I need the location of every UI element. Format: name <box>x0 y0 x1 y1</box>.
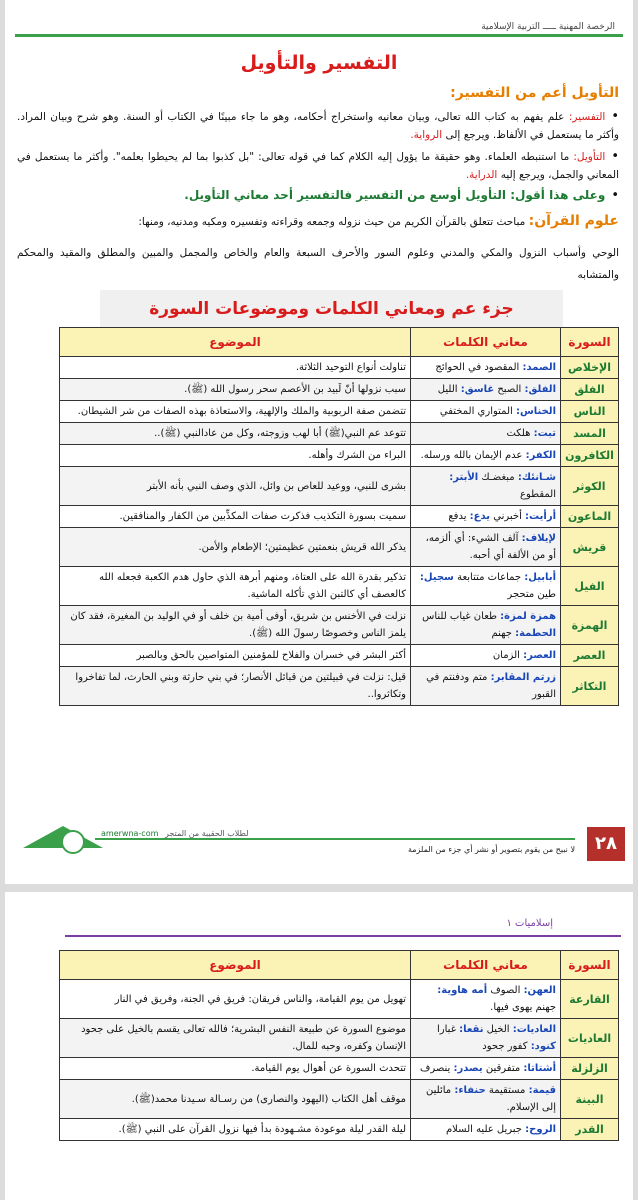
surah-topic: تتحدث السورة عن أهوال يوم القيامة. <box>60 1058 411 1080</box>
keyword: الصمد: <box>522 362 556 373</box>
footer-site: amerwna-com لطلاب الحقيبة من المتجر <box>101 829 249 838</box>
keyword: لإيلاف: <box>521 533 556 544</box>
keyword-meaning: جماعات متتابعة <box>457 572 522 583</box>
surah-name: الفيل <box>561 567 619 606</box>
keyword-meaning: جهنم <box>491 628 512 639</box>
keyword-meaning: الصوف <box>490 985 521 996</box>
surah-name: المسد <box>561 423 619 445</box>
table-row <box>60 357 619 379</box>
surah-name: القدر <box>561 1119 619 1141</box>
col-meanings: معاني الكلمات <box>411 328 561 357</box>
keyword: الكفر: <box>525 450 556 461</box>
keyword-meaning: جهنم يهوى فيها. <box>490 1002 556 1013</box>
keyword: أرأيت: <box>525 511 556 522</box>
keyword: الحطمة: <box>515 628 556 639</box>
surah-topic: نزلت في الأخنس بن شريق، أوفى أمية بن خلف أو في الوليد بن المغيرة، فقد كان يلمز الناس وخصوصًا رسولَ الله (ﷺ). <box>60 606 411 645</box>
table-header <box>60 328 619 357</box>
logo-icon <box>61 830 85 854</box>
surah-table-continued <box>59 950 619 1141</box>
word-meanings <box>411 1019 561 1058</box>
col-surah: السورة <box>561 328 619 357</box>
keyword: قيمة: <box>528 1085 556 1096</box>
surah-name: قريش <box>561 528 619 567</box>
keyword-meaning: الليل <box>437 384 458 395</box>
footer-note: لا نبيح من يقوم بتصوير أو نشر أي جزء من الملزمة <box>407 845 575 854</box>
col-topic: الموضوع <box>60 951 411 980</box>
keyword: العاديات: <box>512 1024 556 1035</box>
surah-name: العاديات <box>561 1019 619 1058</box>
surah-topic: تذكير بقدرة الله على العتاة، ومنهم أبرهة الذي حاول هدم الكعبة فجعله الله كالعصف أي كالتبن الذي تأكله الماشية. <box>60 567 411 606</box>
keyword: أمه هاوية: <box>437 985 488 996</box>
word-meanings <box>411 980 561 1019</box>
word-meanings <box>411 1058 561 1080</box>
surah-name: الهمزة <box>561 606 619 645</box>
subtitle: التأويل أعم من التفسير: <box>450 85 619 101</box>
keyword-meaning: مائلين إلى الإسلام. <box>426 1085 556 1113</box>
col-surah: السورة <box>561 951 619 980</box>
keyword: العهن: <box>523 985 556 996</box>
surah-name: الناس <box>561 401 619 423</box>
table-row <box>60 1119 619 1141</box>
table-row <box>60 606 619 645</box>
surah-topic: سميت بسورة التكذيب فذكرت صفات المكذِّبين من الكفار والمنافقين. <box>60 506 411 528</box>
keyword: الخناس: <box>515 406 556 417</box>
keyword-meaning: الخيل <box>486 1024 510 1035</box>
keyword-meaning: الصبح <box>497 384 522 395</box>
keyword-meaning: المقصود في الحوائج <box>435 362 520 373</box>
surah-name: الماعون <box>561 506 619 528</box>
surah-name: الزلزلة <box>561 1058 619 1080</box>
table-row <box>60 528 619 567</box>
page-number: ٢٨ <box>587 827 625 861</box>
surah-topic: موضوع السورة عن طبيعة النفس البشرية؛ فالله تعالى يقسم بالخيل على جحود الإنسان وكفره، وحبه للمال. <box>60 1019 411 1058</box>
keyword: العصر: <box>523 650 556 661</box>
surah-topic: تتوعد عم النبي(ﷺ) أبا لهب وزوجته، وكل من عادالنبي (ﷺ).. <box>60 423 411 445</box>
surah-name: الإخلاص <box>561 357 619 379</box>
table-row <box>60 401 619 423</box>
surah-topic: تتضمن صفة الربوبية والملك والإلهية، والاستعاذة بهذه الصفات من شر الشيطان. <box>60 401 411 423</box>
surah-topic: تناولت أنواع التوحيد الثلاثة. <box>60 357 411 379</box>
word-meanings <box>411 445 561 467</box>
word-meanings <box>411 467 561 506</box>
keyword: شـانئك: <box>517 472 556 483</box>
page-title: التفسير والتأويل <box>240 52 398 74</box>
keyword: همزة لمزة: <box>500 611 556 622</box>
word-meanings <box>411 401 561 423</box>
word-meanings <box>411 1119 561 1141</box>
keyword-meaning: مستقيمة <box>488 1085 526 1096</box>
keyword: كنود: <box>530 1041 556 1052</box>
page-28 <box>5 0 633 884</box>
ulum-quran: علوم القرآن: مباحث تتعلق بالقرآن الكريم من حيث نزوله وجمعه وقراءته وتفسيره ومكيه ومدنيه، ومنها: <box>138 213 619 229</box>
surah-table <box>59 327 619 706</box>
tawil-paragraph: • التأويل: ما استنبطه العلماء. وهو حقيقة ما يؤول إليه الكلام كما في قوله تعالى: "بل كذبوا بما لم يحيطوا بعلمه". وأكثر ما يستعمل في المعاني والجمل، ويرجع إليه الدراية. <box>17 148 619 184</box>
word-meanings <box>411 667 561 706</box>
keyword-meaning: المقطوع <box>519 489 556 500</box>
table-row <box>60 667 619 706</box>
section-title: جزء عم ومعاني الكلمات وموضوعات السورة <box>100 290 563 328</box>
keyword: يدع: <box>469 511 491 522</box>
word-meanings <box>411 1080 561 1119</box>
table-row <box>60 1019 619 1058</box>
table-row <box>60 506 619 528</box>
keyword-meaning: مبغضـك <box>481 472 515 483</box>
surah-topic: البراء من الشرك وأهله. <box>60 445 411 467</box>
keyword-meaning: يدفع <box>448 511 467 522</box>
keyword-meaning: المتواري المختفي <box>439 406 513 417</box>
ulum-list: الوحي وأسباب النزول والمكي والمدني وعلوم السور والأحرف السبعة والعام والخاص والمجمل والمبين والمطلق والمقيد والمحكم والمتشابه <box>17 247 619 281</box>
table-row <box>60 567 619 606</box>
word-meanings <box>411 645 561 667</box>
surah-topic: قيل: نزلت في قبيلتين من قبائل الأنصار؛ في بني حارثة وبني الحارث، لما تفاخروا وتكاثروا.. <box>60 667 411 706</box>
surah-topic: تهويل من يوم القيامة، والناس فريقان: فريق في الجنة، وفريق في النار <box>60 980 411 1019</box>
table-row <box>60 1058 619 1080</box>
col-meanings: معاني الكلمات <box>411 951 561 980</box>
word-meanings <box>411 606 561 645</box>
surah-name: القارعة <box>561 980 619 1019</box>
surah-topic: أكثر البشر في خسران والفلاح للمؤمنين المتواصين بالحق وبالصبر <box>60 645 411 667</box>
word-meanings <box>411 567 561 606</box>
keyword: زرتم المقابر: <box>490 672 556 683</box>
surah-topic: بشرى للنبي، ووعيد للعاص بن وائل، الذي وصف النبي بأنه الأبتر <box>60 467 411 506</box>
keyword-meaning: كفور جحود <box>482 1041 528 1052</box>
keyword: تبت: <box>533 428 556 439</box>
table-row <box>60 980 619 1019</box>
word-meanings <box>411 357 561 379</box>
conclusion: • وعلى هذا أقول: التأويل أوسع من التفسير فالتفسير أحد معاني التأويل. <box>17 186 619 205</box>
surah-topic: ليلة القدر ليلة موعودة مشـهودة بدأ فيها نزول القرآن على النبي (ﷺ). <box>60 1119 411 1141</box>
keyword-meaning: جبريل عليه السلام <box>445 1124 522 1135</box>
surah-name: الكوثر <box>561 467 619 506</box>
word-meanings <box>411 506 561 528</box>
keyword: غاسق: <box>460 384 495 395</box>
keyword: سجيل: <box>419 572 454 583</box>
table-header <box>60 951 619 980</box>
keyword-meaning: متفرقين <box>485 1063 521 1074</box>
table-row <box>60 379 619 401</box>
keyword: الأبتر: <box>449 472 479 483</box>
table-row <box>60 467 619 506</box>
keyword-meaning: آلف الشيء: أي ألزمه، أو من الألفة أي أحبه. <box>425 533 556 561</box>
keyword: نقعا: <box>459 1024 484 1035</box>
keyword-meaning: هلكت <box>506 428 531 439</box>
keyword: الفلق: <box>524 384 556 395</box>
keyword: أشتاتا: <box>523 1063 556 1074</box>
keyword: يصدر: <box>453 1063 483 1074</box>
keyword-meaning: عدم الإيمان بالله ورسله. <box>420 450 523 461</box>
keyword: حنفاء: <box>454 1085 486 1096</box>
running-header: إسلاميات ١ <box>506 918 553 929</box>
keyword-meaning: طين متحجر <box>507 589 556 600</box>
surah-name: التكاثر <box>561 667 619 706</box>
keyword-meaning: ينصرف <box>419 1063 451 1074</box>
table-row <box>60 445 619 467</box>
word-meanings <box>411 379 561 401</box>
surah-name: الكافرون <box>561 445 619 467</box>
table-row <box>60 645 619 667</box>
surah-topic: يذكر الله قريش بنعمتين عظيمتين؛ الإطعام والأمن. <box>60 528 411 567</box>
keyword-meaning: غبارا <box>437 1024 456 1035</box>
running-header: الرخصة المهنية ـــــ التربية الإسلامية <box>481 22 615 32</box>
surah-name: البينة <box>561 1080 619 1119</box>
footer-rule <box>95 838 575 840</box>
surah-name: الفلق <box>561 379 619 401</box>
surah-name: العصر <box>561 645 619 667</box>
keyword-meaning: طعان غياب للناس <box>422 611 497 622</box>
header-rule <box>15 34 623 37</box>
surah-topic: موقف أهل الكتاب (اليهود والنصارى) من رسـالة سـيدنا محمد(ﷺ). <box>60 1080 411 1119</box>
keyword-meaning: متم ودفنتم في القبور <box>426 672 556 700</box>
word-meanings <box>411 528 561 567</box>
table-row <box>60 1080 619 1119</box>
keyword: أبابيل: <box>524 572 556 583</box>
tafsir-paragraph: • التفسير: علم يفهم به كتاب الله تعالى، وبيان معانيه واستخراج أحكامه، وهو ما جاء مبينًا في الكتاب أو السنة. وهو شرح وبيان المراد. وأكثر ما يستعمل في الألفاظ. ويرجع إلى الرواية. <box>17 108 619 144</box>
header-rule <box>65 935 621 937</box>
table-row <box>60 423 619 445</box>
keyword: الروح: <box>525 1124 556 1135</box>
page-29 <box>5 892 633 1200</box>
keyword-meaning: الزمان <box>492 650 520 661</box>
surah-topic: سبب نزولها أنّ لَبيد بن الأعصم سحر رسول الله (ﷺ). <box>60 379 411 401</box>
word-meanings <box>411 423 561 445</box>
keyword-meaning: أخبرني <box>493 511 522 522</box>
col-topic: الموضوع <box>60 328 411 357</box>
